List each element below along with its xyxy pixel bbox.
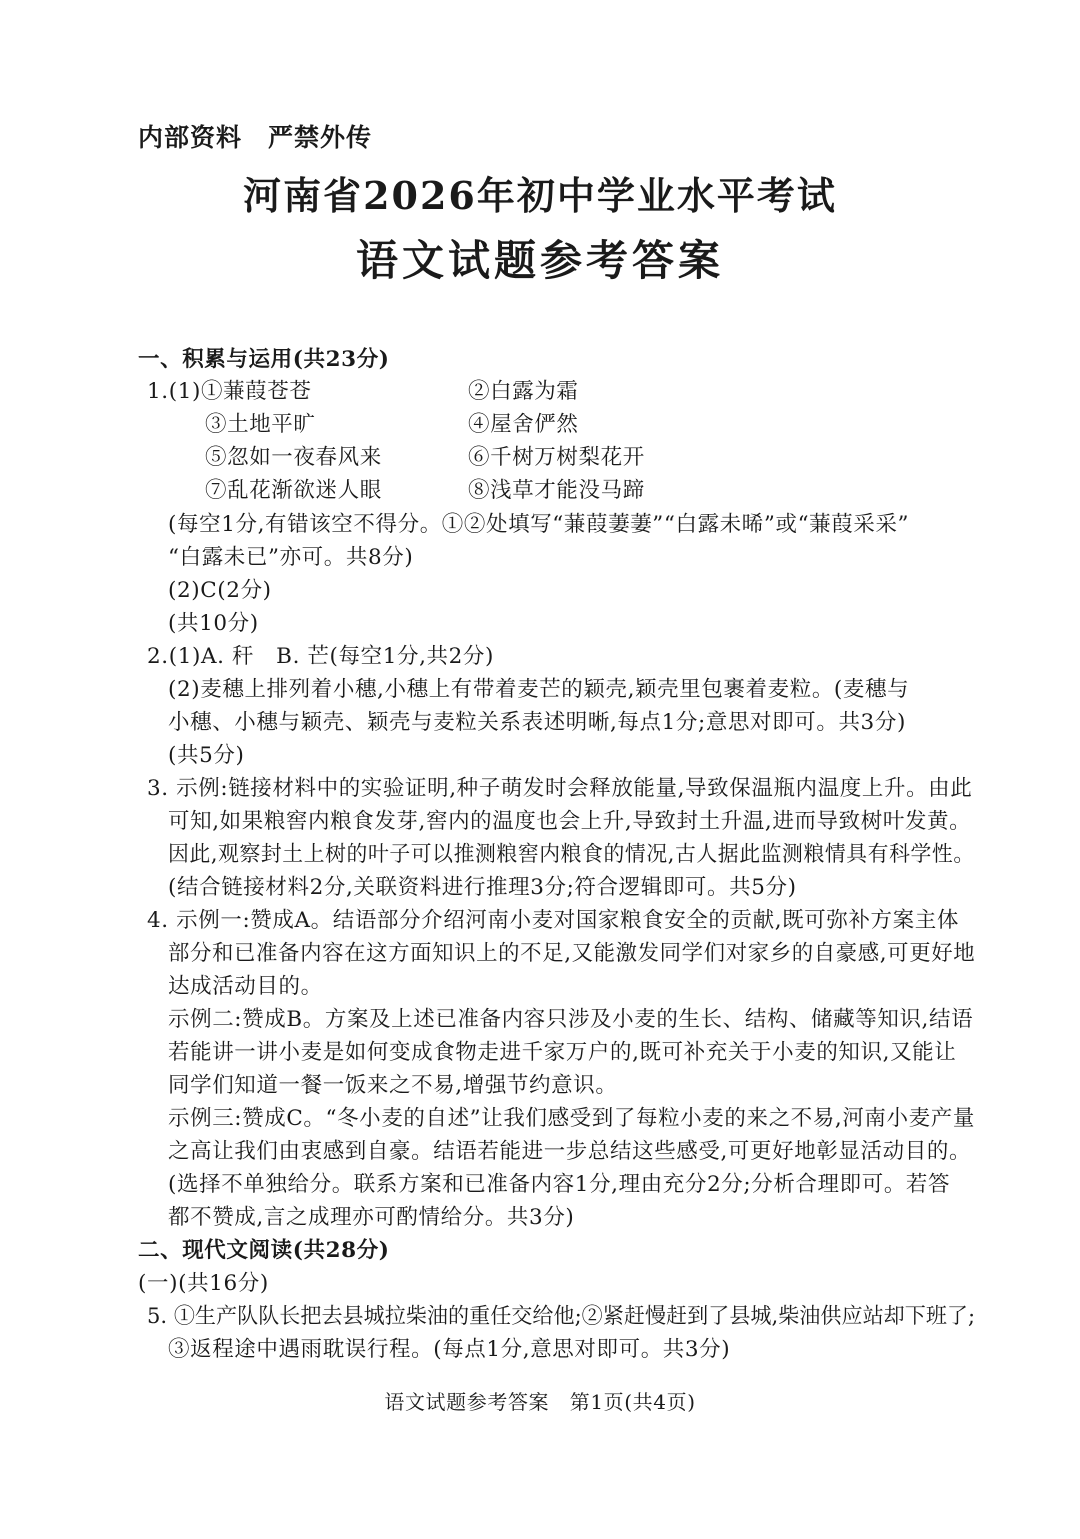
answer-item: 同学们知道一餐一饭来之不易,增强节约意识。	[168, 1073, 618, 1098]
answer-key-title: 语文试题参考答案	[355, 236, 724, 285]
answer-item: 因此,观察封土上树的叶子可以推测粮窖内粮食的情况,古人据此监测粮情具有科学性。	[168, 842, 975, 867]
answer-item: ⑤忽如一夜春风来	[205, 445, 382, 470]
answer-item: 示例三:赞成C。“冬小麦的自述”让我们感受到了每粒小麦的来之不易,河南小麦产量	[168, 1106, 975, 1131]
scoring-note: “白露未已”亦可。共8分)	[168, 545, 414, 570]
scoring-note: (每空1分,有错该空不得分。①②处填写“蒹葭萋萋”“白露未晞”或“蒹葭采采”	[168, 512, 910, 537]
answer-item: 5. ①生产队队长把去县城拉柴油的重任交给他;②紧赶慢赶到了县城,柴油供应站却下班了;	[147, 1304, 976, 1329]
answer-item: 1.(1)①蒹葭苍苍	[147, 379, 312, 404]
answer-item: ⑧浅草才能没马蹄	[468, 478, 645, 503]
answer-item: ④屋舍俨然	[468, 412, 579, 437]
answer-item: 示例二:赞成B。方案及上述已准备内容只涉及小麦的生长、结构、储藏等知识,结语	[168, 1007, 974, 1032]
scoring-note: (选择不单独给分。联系方案和已准备内容1分,理由充分2分;分析合理即可。若答	[168, 1172, 951, 1197]
answer-item: 之高让我们由衷感到自豪。结语若能进一步总结这些感受,可更好地彰显活动目的。	[168, 1139, 972, 1164]
answer-item: 若能讲一讲小麦是如何变成食物走进千家万户的,既可补充关于小麦的知识,又能让	[168, 1040, 957, 1065]
answer-item: (2)C(2分)	[168, 578, 272, 603]
confidential-notice: 内部资料 严禁外传	[138, 123, 373, 152]
answer-item: 2.(1)A. 秆 B. 芒(每空1分,共2分)	[147, 644, 494, 669]
answer-item: 3. 示例:链接材料中的实验证明,种子萌发时会释放能量,导致保温瓶内温度上升。由此	[147, 776, 973, 801]
scoring-note: (结合链接材料2分,关联资料进行推理3分;符合逻辑即可。共5分)	[168, 875, 797, 900]
answer-item: (2)麦穗上排列着小穗,小穗上有带着麦芒的颖壳,颖壳里包裹着麦粒。(麦穗与	[168, 677, 910, 702]
answer-item: 部分和已准备内容在这方面知识上的不足,又能激发同学们对家乡的自豪感,可更好地	[168, 941, 976, 966]
answer-item: ③返程途中遇雨耽误行程。(每点1分,意思对即可。共3分)	[168, 1337, 731, 1362]
answer-item: ②白露为霜	[468, 379, 579, 404]
exam-title: 河南省2026年初中学业水平考试	[243, 173, 837, 218]
answer-item: 可知,如果粮窖内粮食发芽,窖内的温度也会上升,导致封土升温,进而导致树叶发黄。	[168, 809, 972, 834]
score-total: (共5分)	[168, 743, 245, 768]
sub-section-heading: (一)(共16分)	[138, 1271, 269, 1296]
answer-item: 小穗、小穗与颖壳、颖壳与麦粒关系表述明晰,每点1分;意思对即可。共3分)	[168, 710, 906, 735]
answer-item: 达成活动目的。	[168, 974, 323, 999]
answer-item: ③土地平旷	[205, 412, 316, 437]
section-heading: 二、现代文阅读(共28分)	[138, 1238, 390, 1263]
score-total: (共10分)	[168, 611, 259, 636]
answer-item: 4. 示例一:赞成A。结语部分介绍河南小麦对国家粮食安全的贡献,既可弥补方案主体	[147, 908, 959, 933]
scoring-note: 都不赞成,言之成理亦可酌情给分。共3分)	[168, 1205, 575, 1230]
answer-item: ⑥千树万树梨花开	[468, 445, 645, 470]
section-heading: 一、积累与运用(共23分)	[138, 347, 390, 372]
page-footer: 语文试题参考答案 第1页(共4页)	[384, 1390, 696, 1414]
answer-item: ⑦乱花渐欲迷人眼	[205, 478, 382, 503]
